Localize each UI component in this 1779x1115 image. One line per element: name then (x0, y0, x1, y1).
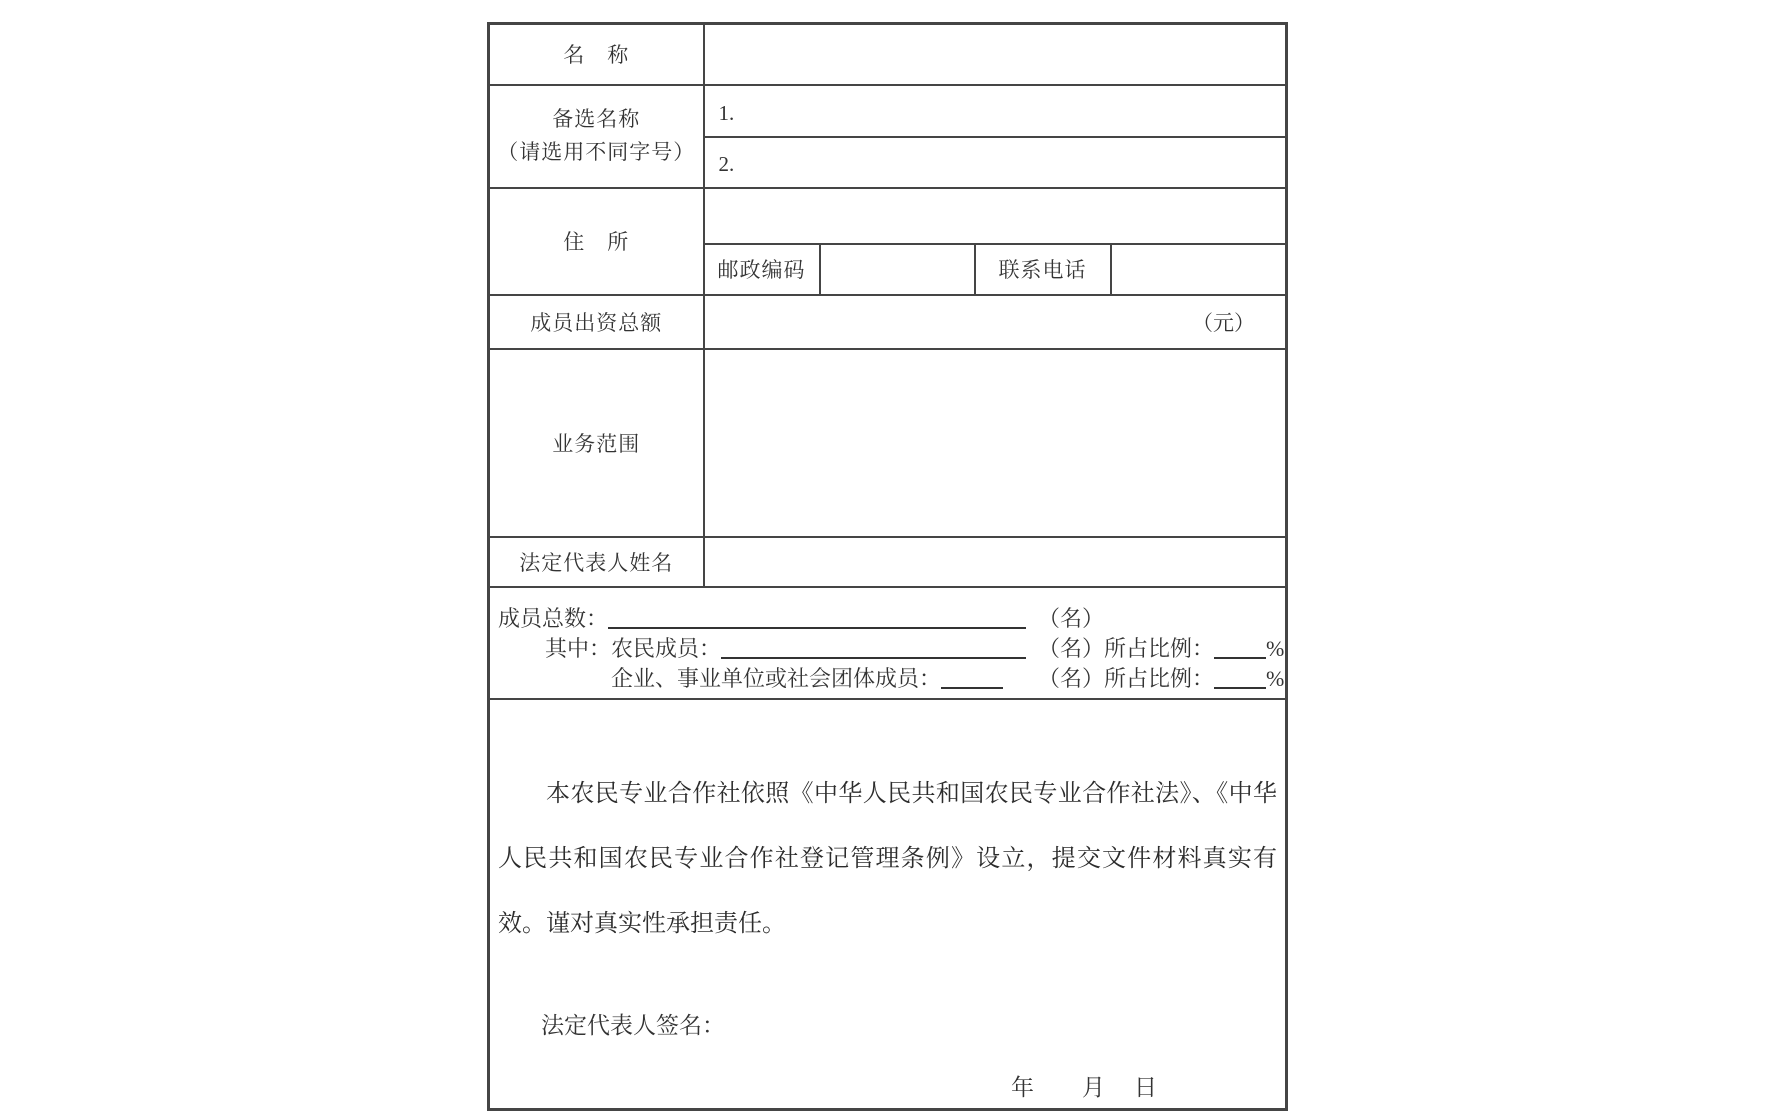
business-scope-label: 业务范围 (552, 431, 641, 456)
postal-code-label: 邮政编码 (717, 258, 806, 282)
member-farmer-line (490, 634, 1285, 664)
org-percent-sign: % (1266, 666, 1285, 691)
member-total-label: 成员总数： (498, 606, 609, 631)
cooperative-registration-form (487, 22, 1288, 1111)
alt-name-label-cell (489, 85, 704, 188)
legal-rep-name-label: 法定代表人姓名 (519, 550, 674, 575)
name-value-cell[interactable] (704, 24, 1287, 85)
business-scope-value-cell[interactable] (704, 349, 1287, 537)
phone-label: 联系电话 (998, 258, 1087, 282)
capital-value-cell[interactable] (704, 295, 1287, 349)
org-members-label: 企业、事业单位或社会团体成员： (611, 666, 942, 691)
org-unit-ratio-wrap (1038, 664, 1284, 694)
org-ratio-blank[interactable] (1214, 665, 1266, 689)
alt-name-option2-number: 2. (718, 152, 735, 176)
capital-unit-label: （元） (1192, 310, 1255, 335)
capital-label-cell (489, 295, 704, 349)
legal-rep-name-label-cell (489, 537, 704, 587)
address-label-cell (489, 188, 704, 295)
alt-name-option1-number: 1. (718, 100, 735, 125)
phone-label-cell (975, 244, 1111, 295)
declaration-text: 本农民专业合作社依照《中华人民共和国农民专业合作社法》、《中华人民共和国农民专业合作社登记管理条例》设立，提交文件材料真实有效。谨对真实性承担责任。 (498, 781, 1277, 938)
signature-line (490, 1010, 1285, 1042)
alt-name-label-line2: （请选用不同字号） (497, 140, 696, 164)
name-label: 名 称 (563, 43, 630, 68)
alt-name-label-line1: 备选名称 (552, 107, 641, 131)
org-members-blank[interactable] (941, 665, 1003, 689)
farmer-members-blank[interactable] (721, 635, 1026, 659)
postal-code-value-cell[interactable] (820, 244, 975, 295)
phone-value-cell[interactable] (1111, 244, 1287, 295)
member-org-line (490, 664, 1285, 694)
alt-name-option1-cell[interactable] (704, 85, 1287, 137)
legal-rep-name-value-cell[interactable] (704, 537, 1287, 587)
signature-blank-area[interactable] (725, 1013, 731, 1038)
farmer-ratio-blank[interactable] (1214, 635, 1266, 659)
farmer-unit-ratio-wrap (1038, 634, 1284, 664)
total-members-blank[interactable] (608, 605, 1026, 629)
month-label: 月 (1082, 1075, 1105, 1101)
capital-label: 成员出资总额 (530, 310, 663, 335)
business-scope-label-cell (489, 349, 704, 537)
member-total-line (490, 604, 1285, 634)
address-label: 住 所 (563, 230, 630, 254)
members-section (489, 587, 1287, 699)
day-label: 日 (1134, 1075, 1157, 1101)
alt-name-option2-cell[interactable] (704, 137, 1287, 188)
member-total-unit: （名） (1038, 606, 1105, 631)
date-line (490, 1073, 1285, 1103)
farmer-unit-ratio-label: （名）所占比例： (1038, 636, 1215, 661)
name-label-cell (489, 24, 704, 85)
org-unit-ratio-label: （名）所占比例： (1038, 666, 1215, 691)
declaration-section (489, 699, 1287, 1110)
postal-code-label-cell (704, 244, 820, 295)
farmer-members-label: 农民成员： (611, 636, 722, 661)
address-value-cell[interactable] (704, 188, 1287, 244)
year-label: 年 (1011, 1075, 1034, 1101)
signature-label: 法定代表人签名： (541, 1013, 725, 1039)
farmer-percent-sign: % (1266, 636, 1285, 661)
member-among-label: 其中： (545, 636, 612, 661)
